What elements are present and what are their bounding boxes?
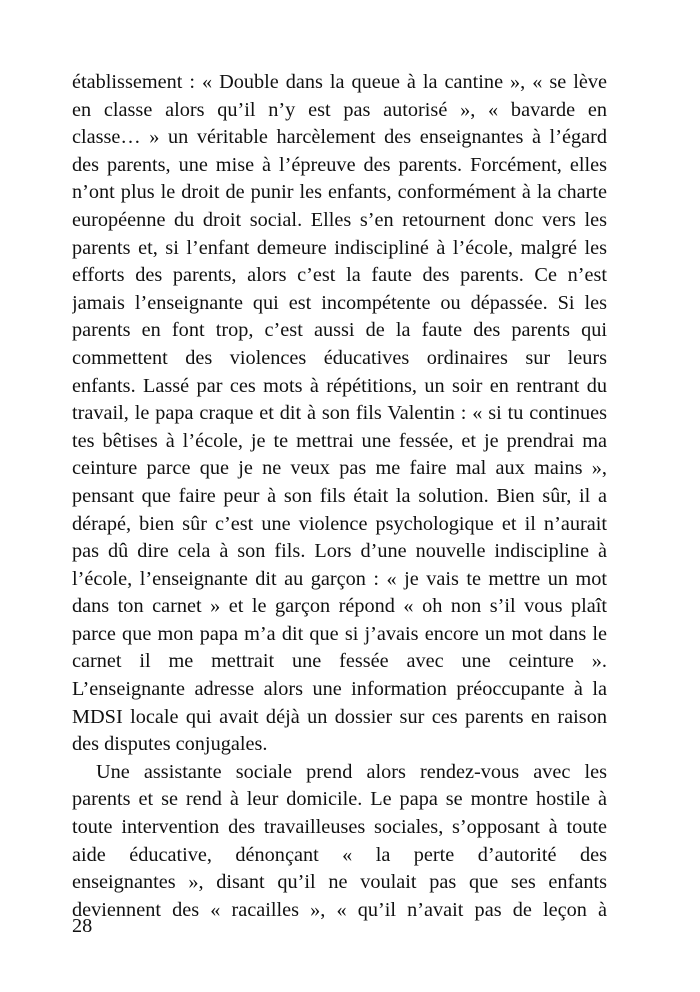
- text-line: jamais l’enseignante qui est incompétente ou dépassée. Si les: [72, 291, 607, 314]
- text-line: l’école, l’enseignante dit au garçon : « je vais te mettre un mot: [72, 567, 607, 590]
- text-line: Une assistante sociale prend alors rendez-vous avec les: [96, 760, 607, 783]
- text-line: commettent des violences éducatives ordinaires sur leurs: [72, 346, 607, 369]
- text-line: pas dû dire cela à son fils. Lors d’une nouvelle indiscipline à: [72, 540, 607, 563]
- body-text: [72, 69, 607, 924]
- text-line: des disputes conjugales.: [72, 733, 268, 756]
- text-line: parce que mon papa m’a dit que si j’avais encore un mot dans le: [72, 622, 607, 645]
- text-line: parents en font trop, c’est aussi de la faute des parents qui: [72, 319, 607, 342]
- text-line: travail, le papa craque et dit à son fils Valentin : « si tu continues: [72, 402, 607, 425]
- text-line: ceinture parce que je ne veux pas me faire mal aux mains »,: [72, 457, 607, 480]
- text-line: classe… » un véritable harcèlement des enseignantes à l’égard: [72, 126, 607, 149]
- text-line: dans ton carnet » et le garçon répond « oh non s’il vous plaît: [72, 595, 607, 618]
- text-line: tes bêtises à l’école, je te mettrai une fessée, et je prendrai ma: [72, 429, 607, 452]
- text-line: enfants. Lassé par ces mots à répétitions, un soir en rentrant du: [72, 374, 607, 397]
- paragraph: [72, 759, 607, 925]
- text-line: parents et, si l’enfant demeure indiscipliné à l’école, malgré les: [72, 236, 607, 259]
- text-line: efforts des parents, alors c’est la faute des parents. Ce n’est: [72, 264, 607, 287]
- text-line: toute intervention des travailleuses sociales, s’opposant à toute: [72, 816, 607, 839]
- text-line: MDSI locale qui avait déjà un dossier sur ces parents en raison: [72, 705, 607, 728]
- text-line: établissement : « Double dans la queue à la cantine », « se lève: [72, 71, 607, 93]
- text-line: en classe alors qu’il n’y est pas autorisé », « bavarde en: [72, 98, 607, 121]
- text-line: parents et se rend à leur domicile. Le papa se montre hostile à: [72, 788, 607, 811]
- text-line: dérapé, bien sûr c’est une violence psychologique et il n’aurait: [72, 512, 607, 535]
- text-line: pensant que faire peur à son fils était la solution. Bien sûr, il a: [72, 484, 607, 507]
- text-line: enseignantes », disant qu’il ne voulait pas que ses enfants: [72, 871, 607, 894]
- text-line: n’ont plus le droit de punir les enfants, conformément à la charte: [72, 181, 607, 204]
- text-line: L’enseignante adresse alors une information préoccupante à la: [72, 678, 607, 701]
- page-number: 28: [72, 915, 93, 937]
- text-line: deviennent des « racailles », « qu’il n’avait pas de leçon à: [72, 898, 607, 921]
- text-line: aide éducative, dénonçant « la perte d’autorité des: [72, 843, 607, 866]
- paragraph: [72, 69, 607, 759]
- text-line: carnet il me mettrait une fessée avec une ceinture ».: [72, 650, 607, 673]
- text-line: des parents, une mise à l’épreuve des parents. Forcément, elles: [72, 153, 607, 176]
- text-line: européenne du droit social. Elles s’en retournent donc vers les: [72, 208, 607, 231]
